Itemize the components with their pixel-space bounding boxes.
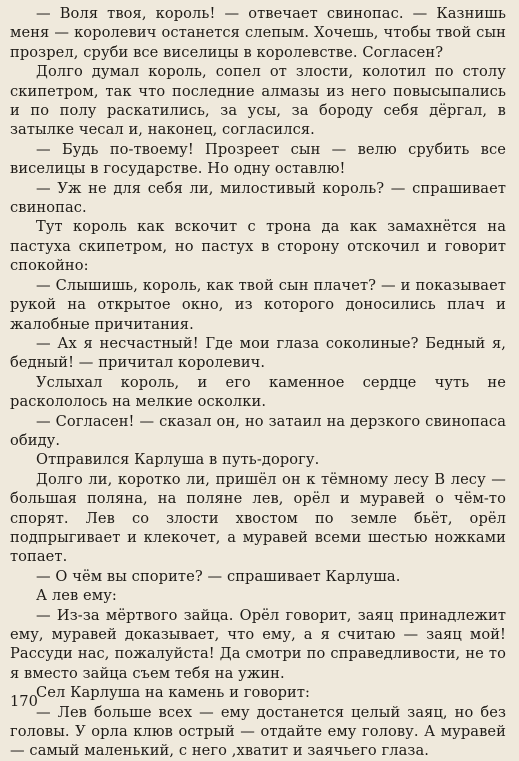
paragraph: — Согласен! — сказал он, но затаил на дерзкого свинопаса обиду. — [10, 412, 506, 449]
paragraph: Долго думал король, сопел от злости, колотил по столу скипетром, так что последние алмазы из него повысыпались и по полу раскатились, за усы, за бороду себя дёргал, в затылке чесал и, наконец, согласился. — [10, 63, 506, 139]
paragraph: Сел Карлуша на камень и говорит: — [36, 684, 311, 702]
book-page-text — [10, 4, 506, 761]
paragraph: — Лев больше всех — ему достанется целый заяц, но без головы. У орла клюв острый — отдайте ему голову. А муравей — самый маленький, с него ,хватит и заячьего глаза. — [10, 703, 506, 760]
paragraph: — Уж не для себя ли, милостивый король? — спрашивает свинопас. — [10, 179, 506, 217]
paragraph: — Из-за мёртвого зайца. Орёл говорит, заяц принадлежит ему, муравей доказывает, что ему, а я считаю — заяц мой! Рассуди нас, пожалуйста! Да смотри по справедливости, не то я вместо зайца съем тебя на ужин. — [10, 606, 506, 682]
page-number: 170 — [10, 693, 38, 710]
paragraph: Долго ли, коротко ли, пришёл он к тёмному лесу В лесу — большая поляна, на поляне лев, орёл и муравей о чём-то спорят. Лев со злости хвостом по земле бьёт, орёл подпрыгивает и клекочет, а муравей всеми шестью ножками топает. — [10, 470, 506, 566]
paragraph: Услыхал король, и его каменное сердце чуть не раскололось на мелкие осколки. — [10, 373, 506, 411]
paragraph: — Ах я несчастный! Где мои глаза соколиные? Бедный я, бедный! — причитал королевич. — [10, 334, 506, 372]
paragraph: — Будь по-твоему! Прозреет сын — велю срубить все виселицы в государстве. Но одну оставлю! — [10, 140, 506, 178]
paragraph: — О чём вы спорите? — спрашивает Карлуша. — [36, 567, 401, 585]
paragraph: — Воля твоя, король! — отвечает свинопас. — Казнишь меня — королевич останется слепым. Хочешь, чтобы твой сын прозрел, сруби все виселицы в королевстве. Согласен? — [10, 5, 506, 61]
paragraph: Тут король как вскочит с трона да как замахнётся на пастуха скипетром, но пастух в сторону отскочил и говорит спокойно: — [10, 218, 506, 275]
paragraph: А лев ему: — [36, 587, 117, 605]
paragraph: — Слышишь, король, как твой сын плачет? — и показывает рукой на открытое окно, из которого доносились плач и жалобные причитания. — [10, 276, 506, 333]
paragraph: Отправился Карлуша в путь-дорогу. — [36, 451, 320, 469]
